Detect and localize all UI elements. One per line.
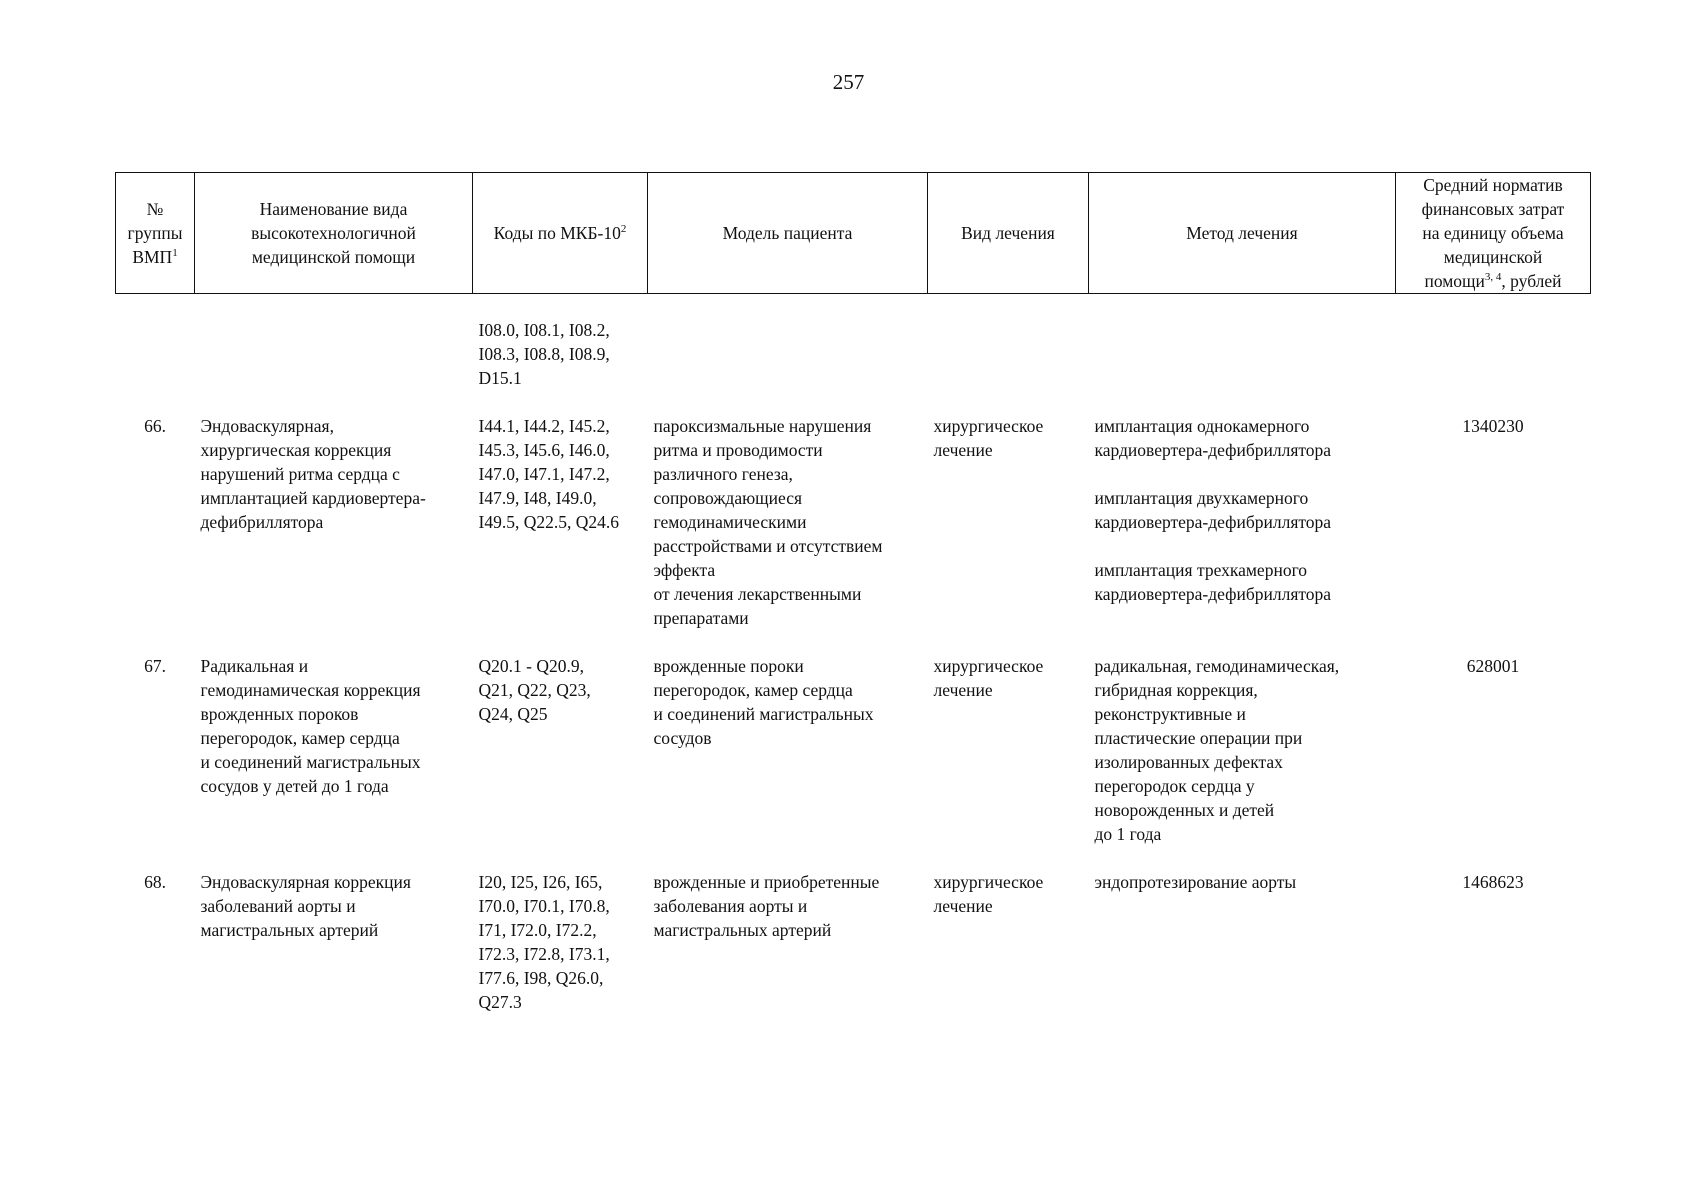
header-text: , рублей bbox=[1501, 271, 1562, 291]
header-patient-model bbox=[648, 173, 928, 294]
text-line: кардиовертера-дефибриллятора bbox=[1094, 584, 1332, 604]
text-line: врожденные пороки bbox=[653, 656, 804, 676]
header-text: группы bbox=[127, 223, 183, 243]
text-line: Радикальная и bbox=[200, 656, 309, 676]
code-line: I08.3, I08.8, I08.9, bbox=[478, 344, 610, 364]
footnote-ref: 2 bbox=[620, 223, 627, 236]
header-group-number bbox=[116, 173, 195, 294]
text-line: сосудов у детей до 1 года bbox=[200, 776, 389, 796]
care-name-cell bbox=[195, 870, 473, 1014]
text-line: магистральных артерий bbox=[200, 920, 379, 940]
header-icd-codes bbox=[473, 173, 648, 294]
header-text: финансовых затрат bbox=[1421, 199, 1565, 219]
header-text: Модель пациента bbox=[722, 223, 853, 243]
code-line: I71, I72.0, I72.2, bbox=[478, 920, 597, 940]
text-line: радикальная, гемодинамическая, bbox=[1094, 656, 1340, 676]
treatment-method-cell bbox=[1089, 654, 1396, 846]
group-number-cell: 67. bbox=[144, 656, 166, 676]
vmp-table bbox=[115, 172, 1591, 1014]
average-cost-cell: 628001 bbox=[1466, 656, 1520, 676]
table-row bbox=[116, 870, 1591, 1014]
text-line: лечение bbox=[933, 440, 993, 460]
code-line: D15.1 bbox=[478, 368, 522, 388]
code-line: I47.0, I47.1, I47.2, bbox=[478, 464, 610, 484]
table-row bbox=[116, 414, 1591, 630]
code-line: I20, I25, I26, I65, bbox=[478, 872, 603, 892]
text-line: имплантацией кардиовертера- bbox=[200, 488, 426, 508]
treatment-type-cell bbox=[928, 414, 1089, 630]
text-line: имплантация трехкамерного bbox=[1094, 560, 1308, 580]
care-name-cell bbox=[195, 654, 473, 846]
text-line: гемодинамическая коррекция bbox=[200, 680, 421, 700]
text-line: кардиовертера-дефибриллятора bbox=[1094, 512, 1332, 532]
header-text: Вид лечения bbox=[961, 223, 1055, 243]
group-number-cell: 66. bbox=[144, 416, 166, 436]
text-line: расстройствами и отсутствием bbox=[653, 536, 883, 556]
code-line: Q20.1 - Q20.9, bbox=[478, 656, 584, 676]
header-text: на единицу объема bbox=[1422, 223, 1564, 243]
header-care-name bbox=[195, 173, 473, 294]
text-line: нарушений ритма сердца с bbox=[200, 464, 400, 484]
code-line: Q24, Q25 bbox=[478, 704, 548, 724]
icd-codes-cell bbox=[473, 414, 648, 630]
code-line: I77.6, I98, Q26.0, bbox=[478, 968, 604, 988]
patient-model-cell bbox=[648, 870, 928, 1014]
code-line: I45.3, I45.6, I46.0, bbox=[478, 440, 610, 460]
code-line: Q27.3 bbox=[478, 992, 522, 1012]
text-line: врожденные и приобретенные bbox=[653, 872, 880, 892]
text-line: хирургическое bbox=[933, 416, 1044, 436]
text-line: гибридная коррекция, bbox=[1094, 680, 1258, 700]
header-text: № bbox=[146, 199, 164, 219]
text-line: сосудов bbox=[653, 728, 712, 748]
treatment-type-cell bbox=[928, 870, 1089, 1014]
text-line: дефибриллятора bbox=[200, 512, 324, 532]
text-line: сопровождающиеся bbox=[653, 488, 803, 508]
text-line: от лечения лекарственными bbox=[653, 584, 862, 604]
text-line: хирургическая коррекция bbox=[200, 440, 392, 460]
code-line: Q21, Q22, Q23, bbox=[478, 680, 591, 700]
code-line: I47.9, I48, I49.0, bbox=[478, 488, 597, 508]
header-treatment-type bbox=[928, 173, 1089, 294]
text-line: различного генеза, bbox=[653, 464, 793, 484]
text-line: хирургическое bbox=[933, 656, 1044, 676]
icd-codes-cell bbox=[473, 870, 648, 1014]
text-line: заболеваний аорты и bbox=[200, 896, 356, 916]
header-text: Средний норматив bbox=[1423, 175, 1563, 195]
text-line: перегородок, камер сердца bbox=[200, 728, 400, 748]
text-line: эффекта bbox=[653, 560, 716, 580]
text-line: изолированных дефектах bbox=[1094, 752, 1283, 772]
text-line: пластические операции при bbox=[1094, 728, 1303, 748]
patient-model-cell bbox=[648, 654, 928, 846]
icd-codes-cell bbox=[473, 318, 648, 390]
text-line: имплантация двухкамерного bbox=[1094, 488, 1309, 508]
text-line: новорожденных и детей bbox=[1094, 800, 1275, 820]
text-line: перегородок сердца у bbox=[1094, 776, 1255, 796]
patient-model-cell bbox=[648, 414, 928, 630]
text-line: пароксизмальные нарушения bbox=[653, 416, 872, 436]
text-line: реконструктивные и bbox=[1094, 704, 1246, 724]
header-text: Наименование вида bbox=[259, 199, 408, 219]
text-line: магистральных артерий bbox=[653, 920, 832, 940]
header-text: высокотехнологичной bbox=[251, 223, 416, 243]
care-name-cell bbox=[195, 414, 473, 630]
header-text: Метод лечения bbox=[1186, 223, 1298, 243]
text-line: эндопротезирование аорты bbox=[1094, 872, 1297, 892]
text-line: Эндоваскулярная, bbox=[200, 416, 334, 436]
treatment-method-cell bbox=[1089, 870, 1396, 1014]
text-line: кардиовертера-дефибриллятора bbox=[1094, 440, 1332, 460]
code-line: I08.0, I08.1, I08.2, bbox=[478, 320, 610, 340]
text-line: хирургическое bbox=[933, 872, 1044, 892]
text-line: врожденных пороков bbox=[200, 704, 359, 724]
text-line: препаратами bbox=[653, 608, 749, 628]
header-text: медицинской bbox=[1443, 247, 1543, 267]
text-line: ритма и проводимости bbox=[653, 440, 823, 460]
text-line: Эндоваскулярная коррекция bbox=[200, 872, 411, 892]
text-line: перегородок, камер сердца bbox=[653, 680, 853, 700]
average-cost-cell: 1468623 bbox=[1462, 872, 1524, 892]
code-line: I49.5, Q22.5, Q24.6 bbox=[478, 512, 619, 532]
group-number-cell: 68. bbox=[144, 872, 166, 892]
text-line: и соединений магистральных bbox=[653, 704, 874, 724]
text-line: и соединений магистральных bbox=[200, 752, 421, 772]
text-line: заболевания аорты и bbox=[653, 896, 808, 916]
page-number: 257 bbox=[832, 70, 865, 94]
table-header bbox=[116, 173, 1591, 294]
treatment-type-cell bbox=[928, 654, 1089, 846]
table-row bbox=[116, 654, 1591, 846]
code-line: I72.3, I72.8, I73.1, bbox=[478, 944, 610, 964]
header-text: помощи bbox=[1424, 271, 1485, 291]
text-line: лечение bbox=[933, 896, 993, 916]
text-line: имплантация однокамерного bbox=[1094, 416, 1310, 436]
header-text: Коды по МКБ-10 bbox=[493, 223, 621, 243]
code-line: I70.0, I70.1, I70.8, bbox=[478, 896, 610, 916]
table-row-continuation bbox=[116, 318, 1591, 390]
text-line: лечение bbox=[933, 680, 993, 700]
footnote-ref: 3, 4 bbox=[1484, 271, 1502, 284]
code-line: I44.1, I44.2, I45.2, bbox=[478, 416, 610, 436]
icd-codes-cell bbox=[473, 654, 648, 846]
treatment-method-cell bbox=[1089, 414, 1396, 630]
average-cost-cell: 1340230 bbox=[1462, 416, 1524, 436]
text-line: гемодинамическими bbox=[653, 512, 807, 532]
header-text: медицинской помощи bbox=[251, 247, 416, 267]
header-treatment-method bbox=[1089, 173, 1396, 294]
header-text: ВМП bbox=[132, 247, 173, 267]
footnote-ref: 1 bbox=[172, 247, 178, 260]
text-line: до 1 года bbox=[1094, 824, 1162, 844]
header-average-cost bbox=[1396, 173, 1591, 294]
